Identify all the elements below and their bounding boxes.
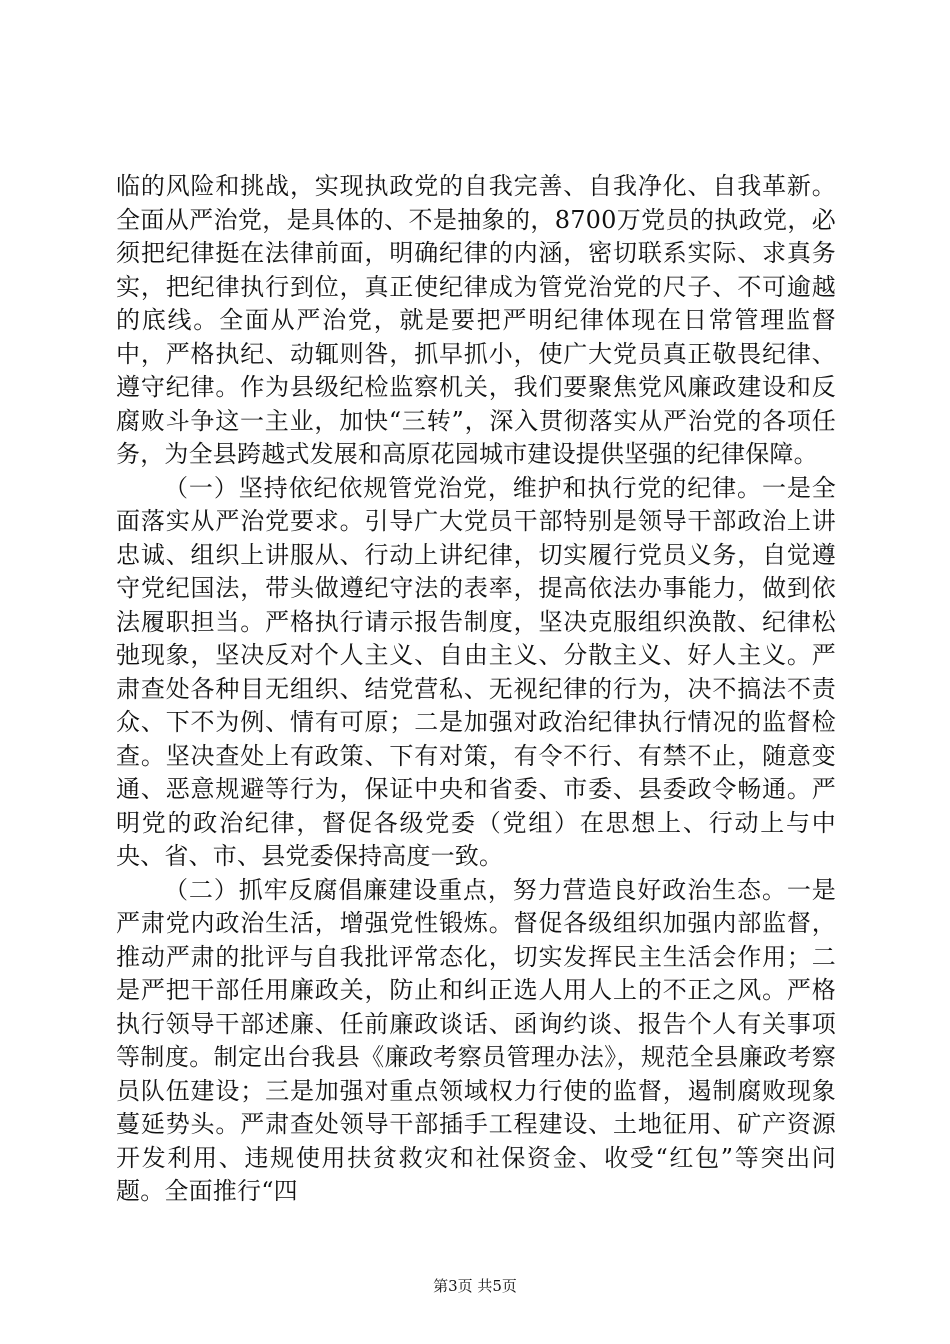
paragraph-intro: 临的风险和挑战，实现执政党的自我完善、自我净化、自我革新。全面从严治党，是具体的、不是抽象的，8700万党员的执政党，必须把纪律挺在法律前面，明确纪律的内涵，密切联系实际、求真务实，把纪律执行到位，真正使纪律成为管党治党的尺子、不可逾越的底线。全面从严治党，就是要把严明纪律体现在日常管理监督中，严格执纪、动辄则咎，抓早抓小，使广大党员真正敬畏纪律、遵守纪律。作为县级纪检监察机关，我们要聚焦党风廉政建设和反腐败斗争这一主业，加快“三转”，深入贯彻落实从严治党的各项任务，为全县跨越式发展和高原花园城市建设提供坚强的纪律保障。 bbox=[116, 172, 836, 468]
page-number-footer: 第3页 共5页 bbox=[433, 1277, 517, 1295]
paragraph-section-two: （二）抓牢反腐倡廉建设重点，努力营造良好政治生态。一是严肃党内政治生活，增强党性锻炼。督促各级组织加强内部监督，推动严肃的批评与自我批评常态化，切实发挥民主生活会作用；二是严把干部任用廉政关，防止和纠正选人用人上的不正之风。严格执行领导干部述廉、任前廉政谈话、函询约谈、报告个人有关事项等制度。制定出台我县《廉政考察员管理办法》，规范全县廉政考察员队伍建设；三是加强对重点领域权力行使的监督，遏制腐败现象蔓延势头。严肃查处领导干部插手工程建设、土地征用、矿产资源开发利用、违规使用扶贫救灾和社保资金、收受“红包”等突出问题。全面推行“四 bbox=[116, 875, 836, 1205]
document-body bbox=[116, 170, 836, 1209]
paragraph-section-one: （一）坚持依纪依规管党治党，维护和执行党的纪律。一是全面落实从严治党要求。引导广大党员干部特别是领导干部政治上讲忠诚、组织上讲服从、行动上讲纪律，切实履行党员义务，自觉遵守党纪国法，带头做遵纪守法的表率，提高依法办事能力，做到依法履职担当。严格执行请示报告制度，坚决克服组织涣散、纪律松弛现象，坚决反对个人主义、自由主义、分散主义、好人主义。严肃查处各种目无组织、结党营私、无视纪律的行为，决不搞法不责众、下不为例、情有可原；二是加强对政治纪律执行情况的监督检查。坚决查处上有政策、下有对策，有令不行、有禁不止，随意变通、恶意规避等行为，保证中央和省委、市委、县委政令畅通。严明党的政治纪律，督促各级党委（党组）在思想上、行动上与中央、省、市、县党委保持高度一致。 bbox=[116, 473, 836, 870]
